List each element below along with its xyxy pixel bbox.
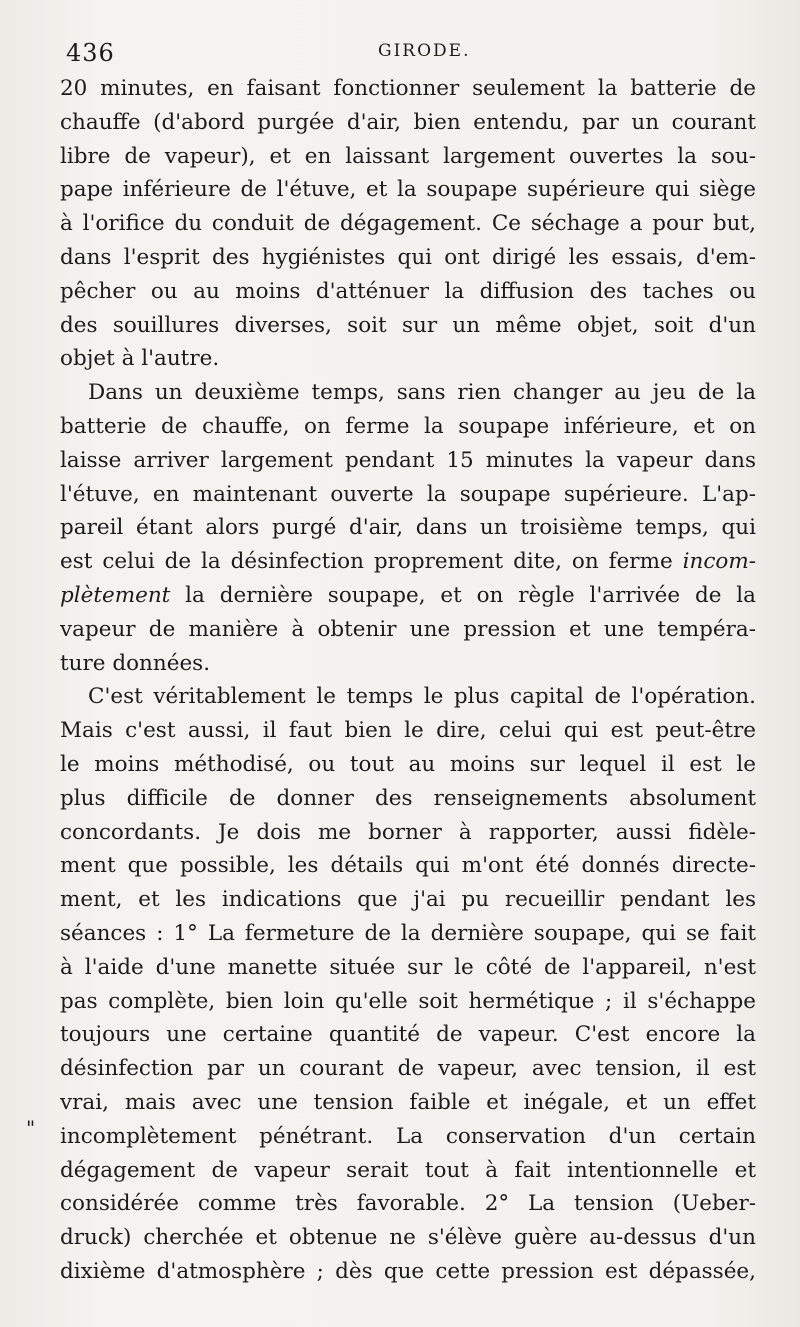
text-line: l'étuve, en maintenant ouverte la soupape supérieure. L'ap-: [60, 481, 756, 507]
running-head: [60, 30, 756, 72]
text-line: à l'aide d'une manette située sur le côté de l'appareil, n'est: [60, 954, 756, 980]
text-line: ture données.: [60, 650, 211, 676]
text-line: séances : 1° La fermeture de la dernière soupape, qui se fait: [60, 920, 756, 946]
text-line: à l'orifice du conduit de dégagement. Ce séchage a pour but,: [60, 211, 756, 237]
text-line: objet à l'autre.: [60, 346, 220, 372]
text-line: Mais c'est aussi, il faut bien le dire, celui qui est peut-être: [60, 718, 756, 744]
text-line: considérée comme très favorable. 2° La tension (Ueber-: [60, 1191, 756, 1217]
text-line: Dans un deuxième temps, sans rien changer au jeu de la: [88, 380, 756, 406]
text-line: dégagement de vapeur serait tout à fait intentionnelle et: [60, 1157, 756, 1183]
italic-text: incom-: [682, 549, 756, 575]
text-line: pêcher ou au moins d'atténuer la diffusion des taches ou: [60, 278, 756, 304]
body-text: [60, 72, 756, 1289]
text-line: chauffe (d'abord purgée d'air, bien entendu, par un courant: [60, 109, 756, 135]
text-line: plus difficile de donner des renseignements absolument: [60, 785, 756, 811]
text-line: druck) cherchée et obtenue ne s'élève guère au-dessus d'un: [60, 1225, 756, 1251]
text-line: libre de vapeur), et en laissant largement ouvertes la sou-: [60, 143, 756, 169]
text-line: pareil étant alors purgé d'air, dans un troisième temps, qui: [60, 515, 756, 541]
text-line: pape inférieure de l'étuve, et la soupape supérieure qui siège: [60, 177, 756, 203]
text-segment: est celui de la désinfection proprement dite, on ferme: [60, 549, 683, 575]
text-line: batterie de chauffe, on ferme la soupape inférieure, et on: [60, 413, 756, 439]
italic-text: plètement: [60, 582, 171, 608]
text-line: vapeur de manière à obtenir une pression et une tempéra-: [60, 616, 756, 642]
text-line: désinfection par un courant de vapeur, avec tension, il est: [60, 1056, 756, 1082]
text-line: des souillures diverses, soit sur un même objet, soit d'un: [60, 312, 756, 338]
text-line: vrai, mais avec une tension faible et inégale, et un effet: [60, 1089, 756, 1115]
text-line: [60, 579, 756, 613]
text-line: toujours une certaine quantité de vapeur. C'est encore la: [60, 1022, 756, 1048]
text-segment: la dernière soupape, et on règle l'arrivée de la: [170, 582, 756, 608]
text-line: ment, et les indications que j'ai pu recueillir pendant les: [60, 887, 756, 913]
text-line: incomplètement pénétrant. La conservation d'un certain: [60, 1123, 756, 1149]
page-number: 436: [66, 39, 115, 67]
text-line: concordants. Je dois me borner à rapporter, aussi fidèle-: [60, 819, 756, 845]
margin-mark: ": [26, 1116, 36, 1140]
text-line: laisse arriver largement pendant 15 minutes la vapeur dans: [60, 447, 756, 473]
text-line: le moins méthodisé, ou tout au moins sur lequel il est le: [60, 751, 756, 777]
text-line: ment que possible, les détails qui m'ont été donnés directe-: [60, 853, 756, 879]
text-line: dixième d'atmosphère ; dès que cette pression est dépassée,: [60, 1258, 756, 1284]
text-line: pas complète, bien loin qu'elle soit hermétique ; il s'échappe: [60, 988, 756, 1014]
text-line: dans l'esprit des hygiénistes qui ont dirigé les essais, d'em-: [60, 244, 756, 270]
text-line: [60, 545, 756, 579]
text-line: 20 minutes, en faisant fonctionner seulement la batterie de: [60, 76, 756, 101]
running-title: GIRODE.: [378, 41, 471, 61]
text-line: C'est véritablement le temps le plus capital de l'opération.: [88, 684, 756, 710]
